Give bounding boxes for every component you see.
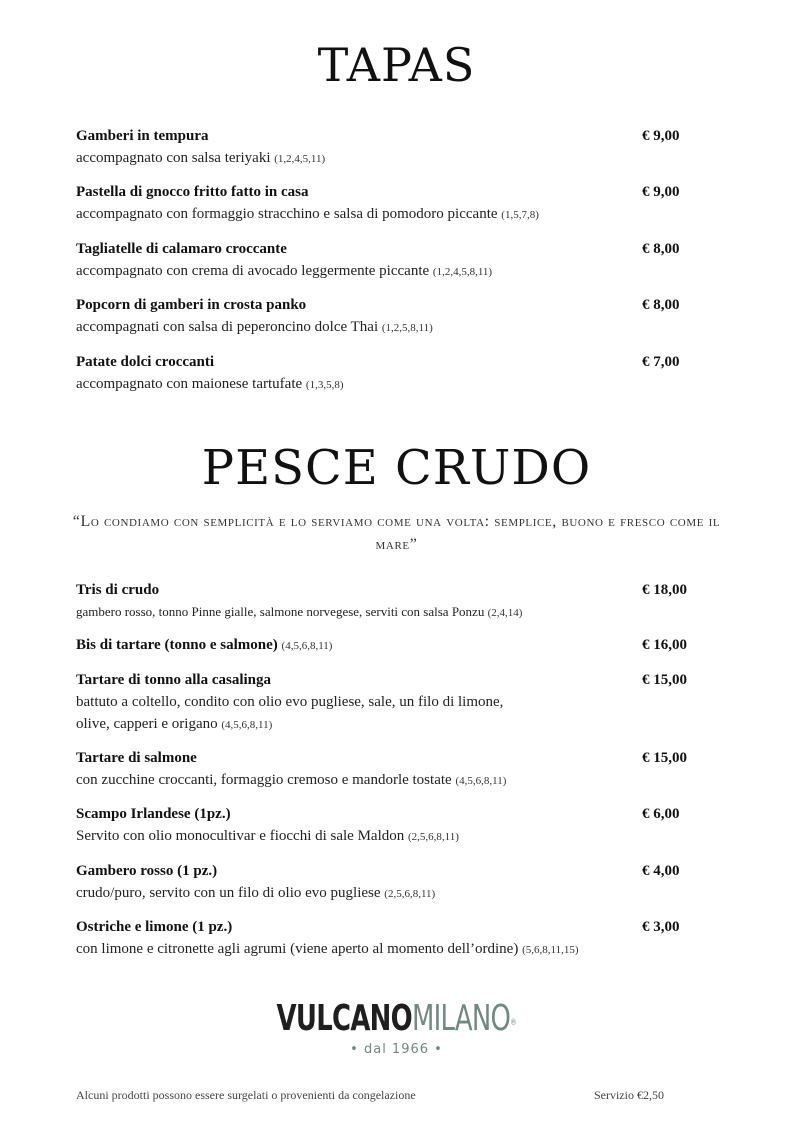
item-allergens: (4,5,6,8,11) [281,640,333,652]
item-allergens: (2,5,6,8,11) [408,831,459,843]
item-price: € 15,00 [642,750,687,766]
menu-item [76,181,716,226]
item-name: Scampo Irlandese (1pz.) [76,806,231,822]
item-price: € 4,00 [642,863,680,879]
item-description: accompagnato con formaggio stracchino e salsa di pomodoro piccante [76,206,498,222]
item-price: € 9,00 [642,184,680,200]
item-description-line2: olive, capperi e origano [76,716,218,732]
item-allergens: (4,5,6,8,11) [221,719,273,731]
item-allergens: (4,5,6,8,11) [455,775,507,787]
item-description: crudo/puro, servito con un filo di olio evo pugliese [76,885,381,901]
item-name: Pastella di gnocco fritto fatto in casa [76,184,309,200]
logo-wordmark [277,1000,516,1038]
item-price: € 8,00 [642,297,680,313]
logo-word-milano: MILANO [412,998,511,1039]
pesce-crudo-section-title: PESCE CRUDO [201,440,592,496]
menu-item [76,579,716,624]
menu-item [76,860,716,905]
registered-mark: ® [510,1018,517,1028]
item-description: accompagnato con salsa teriyaki [76,150,271,166]
tapas-section-title: TAPAS [317,38,476,92]
menu-item [76,634,716,657]
item-description: battuto a coltello, condito con olio evo pugliese, sale, un filo di limone, [76,694,504,710]
service-charge: Servizio €2,50 [594,1088,664,1102]
section-quote: “Lo condiamo con semplicità e lo serviamo come una volta: semplice, buono e fresco come il mare” [72,513,721,553]
item-allergens: (1,3,5,8) [305,379,344,391]
item-name: Ostriche e limone (1 pz.) [76,919,233,935]
item-description: accompagnato con maionese tartufate [76,376,303,392]
item-price: € 3,00 [642,919,680,935]
item-description: con limone e citronette agli agrumi (viene aperto al momento dell’ordine) [76,941,519,957]
item-allergens: (2,5,6,8,11) [384,888,436,900]
item-name: Tris di crudo [76,582,160,598]
item-allergens: (1,2,4,5,8,11) [432,266,493,278]
item-price: € 7,00 [642,354,680,370]
item-price: € 18,00 [642,582,687,598]
item-price: € 6,00 [642,806,680,822]
menu-item [76,351,716,396]
item-description: Servito con olio monocultivar e fiocchi di sale Maldon [76,828,405,844]
menu-item [76,747,716,792]
logo-word-vulcano: VULCANO [276,998,413,1039]
item-name: Tartare di salmone [76,750,197,766]
item-name: Popcorn di gamberi in crosta panko [76,297,307,313]
item-price: € 9,00 [642,128,680,144]
item-allergens: (2,4,14) [487,607,523,619]
brand-logo [0,1000,793,1057]
item-name: Tagliatelle di calamaro croccante [76,241,287,257]
item-name: Patate dolci croccanti [76,354,215,370]
menu-item [76,294,716,339]
item-name: Gamberi in tempura [76,128,209,144]
menu-item [76,803,716,848]
item-name: Gambero rosso (1 pz.) [76,863,218,879]
item-allergens: (1,5,7,8) [501,209,539,221]
item-price: € 15,00 [642,672,687,688]
logo-since: • dal 1966 • [350,1042,443,1057]
menu-item [76,669,716,736]
menu-item [76,916,716,961]
menu-item [76,238,716,283]
item-allergens: (1,2,5,8,11) [381,322,433,334]
item-name: Tartare di tonno alla casalinga [76,672,272,688]
item-price: € 8,00 [642,241,680,257]
item-allergens: (1,2,4,5,11) [274,153,326,165]
item-name: Bis di tartare (tonno e salmone) [76,637,278,653]
item-price: € 16,00 [642,637,687,653]
item-description: accompagnati con salsa di peperoncino dolce Thai [76,319,379,335]
item-description: con zucchine croccanti, formaggio cremoso e mandorle tostate [76,772,452,788]
menu-item [76,125,716,170]
item-description: accompagnato con crema di avocado leggermente piccante [76,263,430,279]
frozen-products-note: Alcuni prodotti possono essere surgelati o provenienti da congelazione [76,1088,416,1102]
item-allergens: (5,6,8,11,15) [522,944,579,956]
item-description: gambero rosso, tonno Pinne gialle, salmone norvegese, serviti con salsa Ponzu [76,604,485,619]
